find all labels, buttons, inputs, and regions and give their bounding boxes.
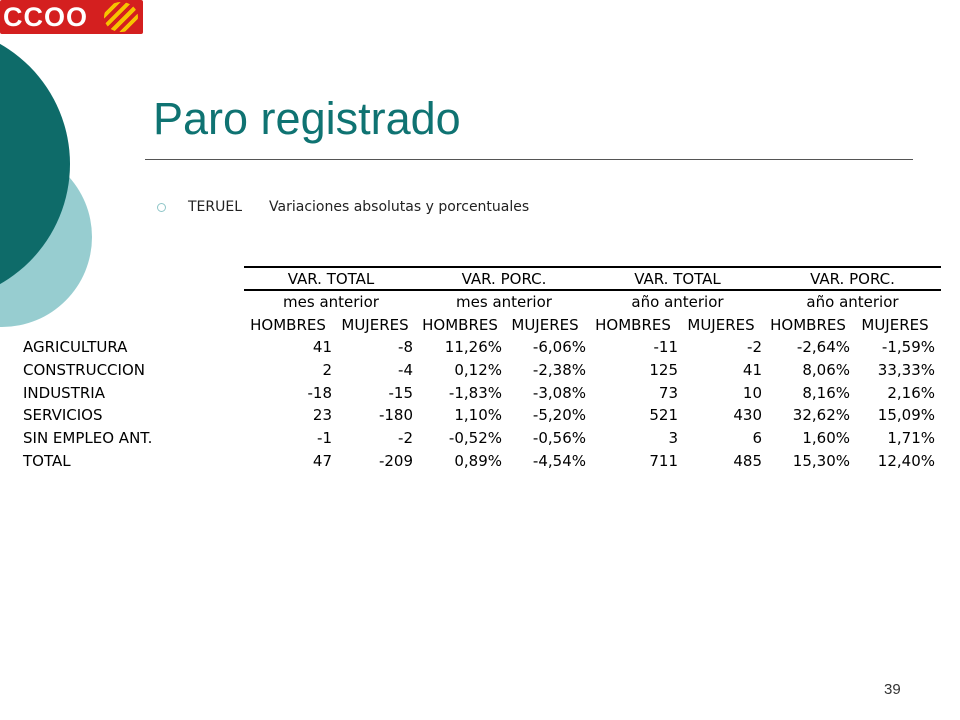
slide-title: Paro registrado [153,93,461,144]
row-label: SERVICIOS [23,406,103,424]
row-label: CONSTRUCCION [23,361,145,379]
table-cell: -15 [388,384,413,402]
column-header: HOMBRES [595,316,671,334]
group-header-sub: mes anterior [456,293,552,311]
group-header-top: VAR. PORC. [461,270,547,288]
row-label: INDUSTRIA [23,384,105,402]
table-cell: 430 [733,406,762,424]
table-cell: 0,12% [454,361,502,379]
table-cell: -1,83% [448,384,502,402]
group-header-sub: mes anterior [283,293,379,311]
table-cell: -18 [307,384,332,402]
table-cell: 1,10% [454,406,502,424]
group-header-top: VAR. PORC. [810,270,895,288]
table-cell: -0,56% [532,429,586,447]
table-cell: 11,26% [444,338,502,356]
column-header: MUJERES [861,316,929,334]
table-cell: -3,08% [532,384,586,402]
table-cell: 485 [733,452,762,470]
row-label: AGRICULTURA [23,338,128,356]
table-cell: -2,64% [796,338,850,356]
table-cell: 41 [742,361,762,379]
table-cell: 521 [649,406,678,424]
table-cell: -5,20% [532,406,586,424]
logo-text: CCOO [3,2,88,32]
table-cell: -209 [378,452,413,470]
table-cell: 0,89% [454,452,502,470]
table-cell: 8,16% [802,384,850,402]
bullet-circle-icon [157,203,166,212]
table-cell: 6 [752,429,762,447]
table-cell: 23 [312,406,332,424]
table-cell: 1,71% [887,429,935,447]
table-cell: 15,30% [792,452,850,470]
table-cell: 2 [322,361,332,379]
table-cell: 10 [742,384,762,402]
province-label: TERUEL [188,199,243,215]
title-divider [145,159,913,160]
table-top-rule [244,266,941,268]
table-cell: 711 [649,452,678,470]
table-cell: 41 [312,338,332,356]
table-cell: -4 [398,361,413,379]
table-cell: -2 [398,429,413,447]
group-header-top: VAR. TOTAL [287,270,375,288]
table-cell: -8 [398,338,413,356]
column-header: MUJERES [341,316,409,334]
table-cell: -2 [747,338,762,356]
table-cell: 125 [649,361,678,379]
column-header: HOMBRES [422,316,498,334]
group-header-top: VAR. TOTAL [634,270,721,288]
column-header: MUJERES [687,316,755,334]
table-cell: 33,33% [877,361,935,379]
table-cell: 1,60% [802,429,850,447]
column-header: MUJERES [511,316,579,334]
table-cell: -180 [378,406,413,424]
table-cell: -4,54% [532,452,586,470]
table-cell: 2,16% [887,384,935,402]
page-number: 39 [884,681,901,698]
table-cell: 47 [312,452,332,470]
column-header: HOMBRES [250,316,326,334]
column-header: HOMBRES [770,316,846,334]
table-cell: -1 [317,429,332,447]
row-label: TOTAL [23,452,71,470]
group-header-sub: año anterior [806,293,899,311]
slide-subtitle [188,199,529,215]
table-cell: 3 [668,429,678,447]
table-cell: 8,06% [802,361,850,379]
table-cell: -0,52% [448,429,502,447]
table-cell: -2,38% [532,361,586,379]
row-label: SIN EMPLEO ANT. [23,429,153,447]
table-cell: 12,40% [877,452,935,470]
decorative-circles [0,0,120,360]
table-cell: 32,62% [792,406,850,424]
group-header-sub: año anterior [631,293,724,311]
table-cell: -6,06% [532,338,586,356]
table-cell: 15,09% [877,406,935,424]
table-cell: 73 [658,384,678,402]
table-cell: -1,59% [881,338,935,356]
table-cell: -11 [653,338,678,356]
subtitle-description: Variaciones absolutas y porcentuales [269,199,530,215]
table-mid-rule [244,289,941,291]
